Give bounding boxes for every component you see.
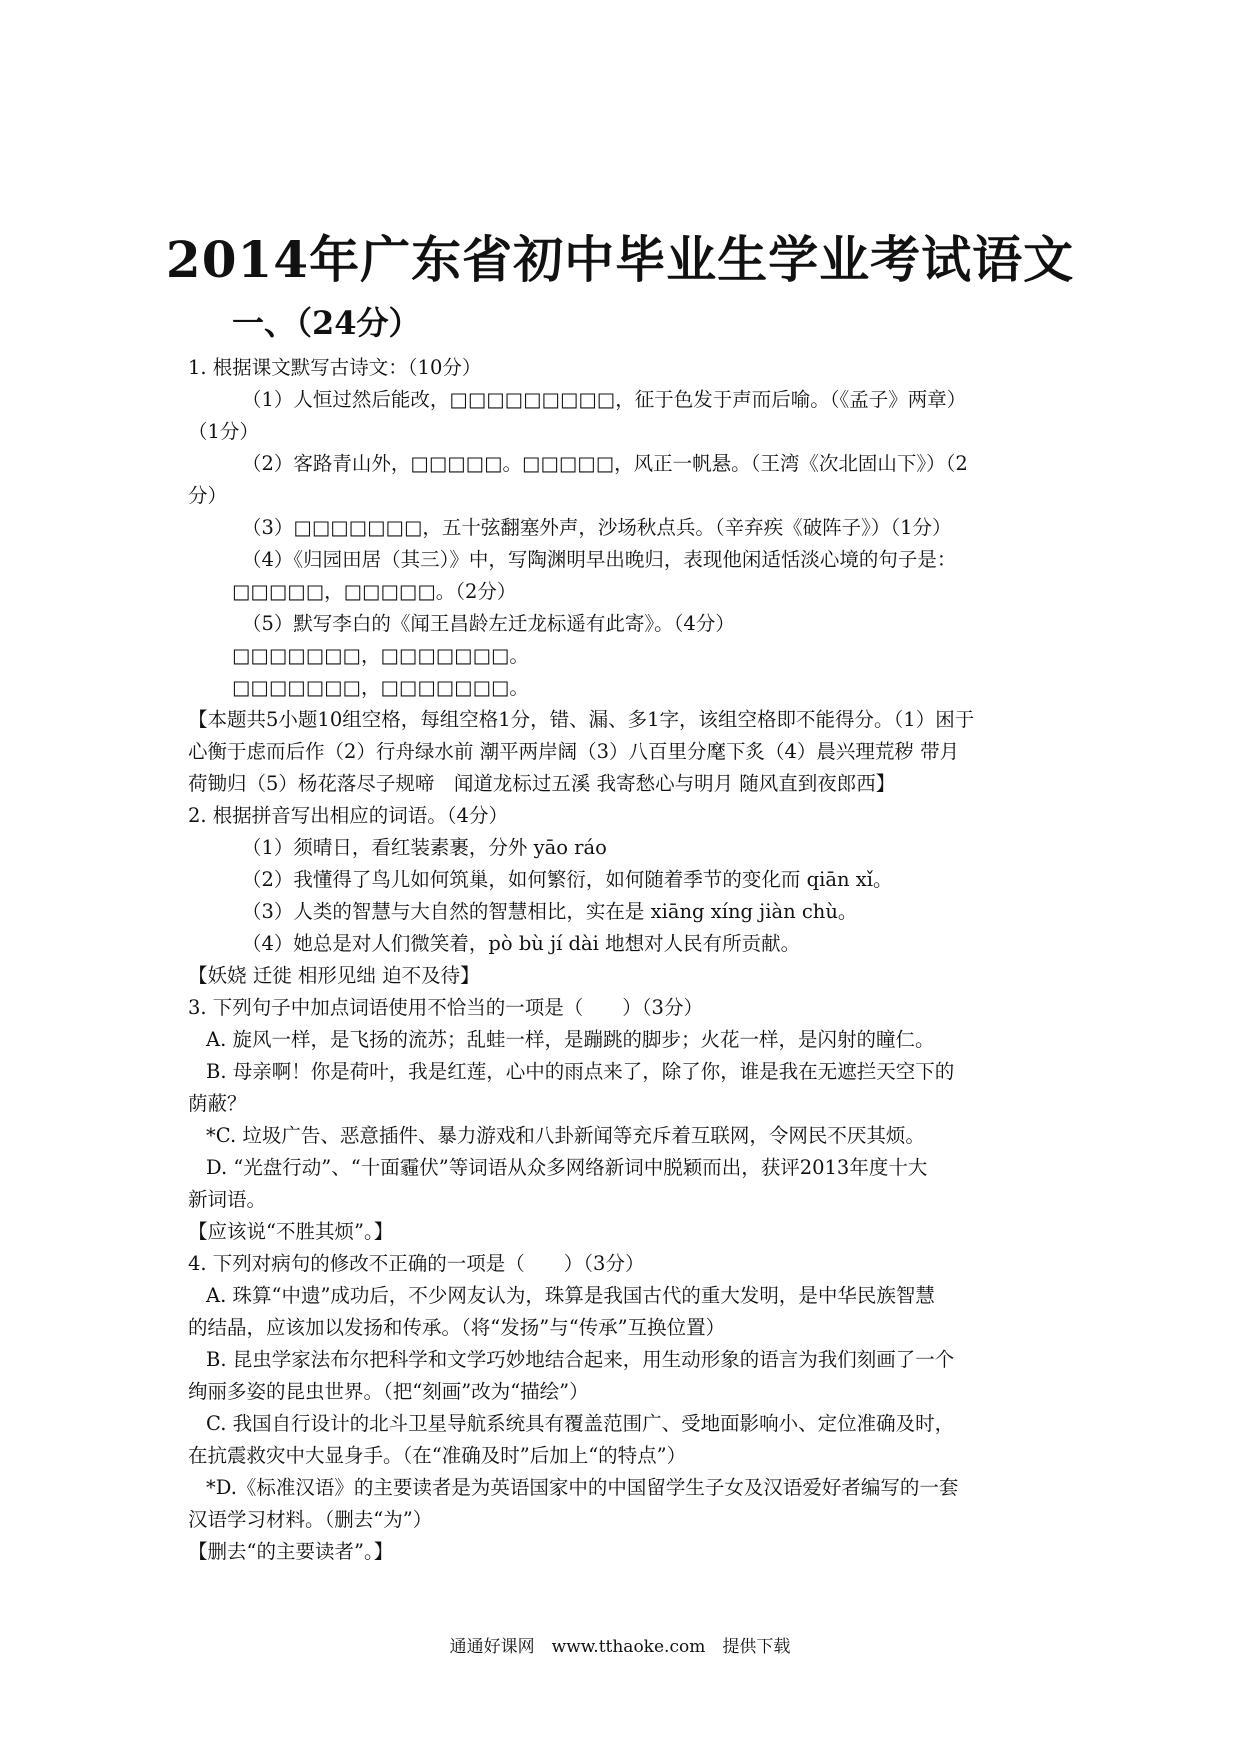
text-line: B. 昆虫学家法布尔把科学和文学巧妙地结合起来，用生动形象的语言为我们刻画了一个 [206, 1348, 955, 1371]
text-line: （1）须晴日，看红装素裹，分外 yāo ráo [242, 836, 607, 859]
text-line: 【本题共5小题10组空格，每组空格1分，错、漏、多1字，该组空格即不能得分。（1）困于 [188, 708, 975, 731]
text-line: A. 珠算“中遗”成功后，不少网友认为，珠算是我国古代的重大发明，是中华民族智慧 [206, 1284, 935, 1307]
text-line: 绚丽多姿的昆虫世界。（把“刻画”改为“描绘”） [188, 1380, 589, 1403]
text-line: 分） [188, 484, 228, 507]
text-line: B. 母亲啊！你是荷叶，我是红莲，心中的雨点来了，除了你，谁是我在无遮拦天空下的 [206, 1060, 955, 1083]
text-line: 【应该说“不胜其烦”。】 [188, 1220, 394, 1243]
text-line: A. 旋风一样，是飞扬的流苏；乱蛙一样，是蹦跳的脚步；火花一样，是闪射的瞳仁。 [206, 1028, 935, 1051]
text-line: □□□□□，□□□□□。（2分） [232, 580, 517, 603]
text-line: 荫蔽？ [188, 1092, 247, 1115]
text-line: （5）默写李白的《闻王昌龄左迁龙标遥有此寄》。（4分） [242, 612, 735, 635]
text-line: （1分） [188, 420, 259, 443]
text-line: □□□□□□□，□□□□□□□。 [232, 644, 529, 667]
page-footer: 通通好课网 www.tthaoke.com 提供下载 [449, 1637, 791, 1657]
text-line: □□□□□□□，□□□□□□□。 [232, 676, 529, 699]
text-line: （2）客路青山外，□□□□□。□□□□□，风正一帆悬。（王湾《次北固山下》）（2 [242, 452, 968, 475]
text-line: 【删去“的主要读者”。】 [188, 1540, 394, 1563]
text-line: *D.《标准汉语》的主要读者是为英语国家中的中国留学生子女及汉语爱好者编写的一套 [206, 1476, 959, 1499]
text-line: 的结晶，应该加以发扬和传承。（将“发扬”与“传承”互换位置） [188, 1316, 726, 1339]
text-line: 新词语。 [188, 1188, 267, 1211]
text-line: （3）人类的智慧与大自然的智慧相比，实在是 xiāng xíng jiàn chù。 [242, 900, 858, 923]
text-line: 2. 根据拼音写出相应的词语。（4分） [188, 804, 508, 827]
text-line: 1. 根据课文默写古诗文：（10分） [188, 356, 482, 379]
text-line: （2）我懂得了鸟儿如何筑巢，如何繁衍，如何随着季节的变化而 qiān xǐ。 [242, 868, 893, 891]
exam-body [188, 352, 1068, 1568]
text-line: 荷锄归（5）杨花落尽子规啼 闻道龙标过五溪 我寄愁心与明月 随风直到夜郎西】 [188, 772, 896, 795]
text-line: D. “光盘行动”、“十面霾伏”等词语从众多网络新词中脱颖而出，获评2013年度十大 [206, 1156, 928, 1179]
text-line: （1）人恒过然后能改，□□□□□□□□□，征于色发于声而后喻。（《孟子》两章） [242, 388, 967, 411]
text-line: （4）《归园田居（其三）》中，写陶渊明早出晚归，表现他闲适恬淡心境的句子是： [242, 548, 957, 571]
text-line: C. 我国自行设计的北斗卫星导航系统具有覆盖范围广、受地面影响小、定位准确及时， [206, 1412, 955, 1435]
text-line: *C. 垃圾广告、恶意插件、暴力游戏和八卦新闻等充斥着互联网，令网民不厌其烦。 [206, 1124, 925, 1147]
text-line: 汉语学习材料。（删去“为”） [188, 1508, 433, 1531]
text-line: 【妖娆 迁徙 相形见绌 迫不及待】 [188, 964, 480, 987]
text-line: 心衡于虑而后作（2）行舟绿水前 潮平两岸阔（3）八百里分麾下炙（4）晨兴理荒秽 带月 [188, 740, 960, 763]
text-line: 3. 下列句子中加点词语使用不恰当的一项是（ ）（3分） [188, 996, 703, 1019]
text-line: 4. 下列对病句的修改不正确的一项是（ ）（3分） [188, 1252, 645, 1275]
text-line: 在抗震救灾中大显身手。（在“准确及时”后加上“的特点”） [188, 1444, 687, 1467]
section-heading: 一、（24分） [232, 304, 421, 342]
page-title: 2014年广东省初中毕业生学业考试语文 [165, 230, 1075, 289]
text-line: （4）她总是对人们微笑着，pò bù jí dài 地想对人民有所贡献。 [242, 932, 801, 955]
text-line: （3）□□□□□□□，五十弦翻塞外声，沙场秋点兵。（辛弃疾《破阵子》）（1分） [242, 516, 952, 539]
